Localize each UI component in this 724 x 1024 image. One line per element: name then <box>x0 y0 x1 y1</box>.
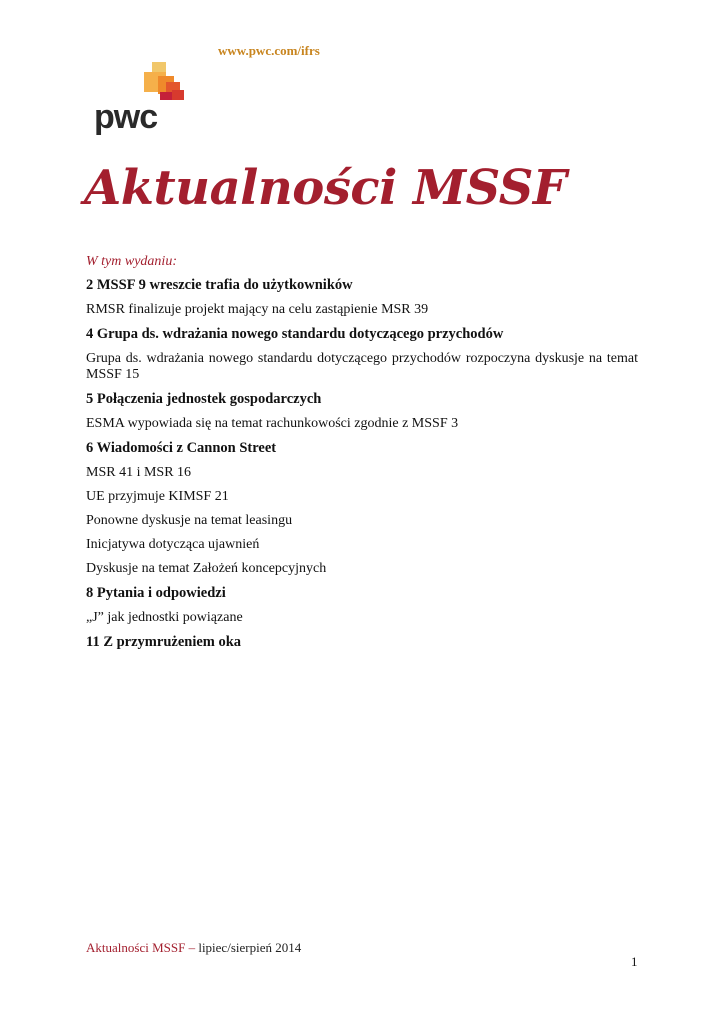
logo-block-6 <box>160 92 172 100</box>
toc-heading[interactable]: 6 Wiadomości z Cannon Street <box>86 440 277 456</box>
page-footer <box>86 940 301 956</box>
toc-item[interactable]: Ponowne dyskusje na temat leasingu <box>86 513 293 528</box>
toc-heading[interactable]: 2 MSSF 9 wreszcie trafia do użytkowników <box>86 277 353 293</box>
toc-heading[interactable]: 11 Z przymrużeniem oka <box>86 634 242 650</box>
toc-item[interactable]: Grupa ds. wdrażania nowego standardu dotyczącego przychodów rozpoczyna dyskusje na temat MSSF 15 <box>86 351 638 382</box>
toc-heading[interactable]: 4 Grupa ds. wdrażania nowego standardu dotyczącego przychodów <box>86 326 504 342</box>
toc-item[interactable]: Dyskusje na temat Założeń koncepcyjnych <box>86 561 327 576</box>
toc-item[interactable]: „J” jak jednostki powiązane <box>86 610 243 625</box>
footer-publication: Aktualności MSSF <box>86 940 186 955</box>
toc-item[interactable]: UE przyjmuje KIMSF 21 <box>86 489 229 504</box>
toc-item[interactable]: MSR 41 i MSR 16 <box>86 465 192 480</box>
toc-heading[interactable]: 8 Pytania i odpowiedzi <box>86 585 226 601</box>
page-number: 1 <box>631 954 638 969</box>
logo-wordmark: pwc <box>94 98 158 136</box>
pwc-logo <box>94 62 194 136</box>
table-of-contents <box>86 254 638 659</box>
logo-block-5 <box>172 90 184 100</box>
footer-separator: – <box>188 940 196 955</box>
page-title: Aktualności MSSF <box>84 160 567 216</box>
toc-item[interactable]: ESMA wypowiada się na temat rachunkowości zgodnie z MSSF 3 <box>86 416 459 431</box>
footer-date: lipiec/sierpień 2014 <box>198 940 302 955</box>
toc-item[interactable]: RMSR finalizuje projekt mający na celu zastąpienie MSR 39 <box>86 302 429 317</box>
toc-heading[interactable]: 5 Połączenia jednostek gospodarczych <box>86 391 322 407</box>
website-url[interactable]: www.pwc.com/ifrs <box>218 43 320 58</box>
toc-item[interactable]: Inicjatywa dotycząca ujawnień <box>86 537 260 552</box>
toc-caption: W tym wydaniu: <box>86 254 177 269</box>
